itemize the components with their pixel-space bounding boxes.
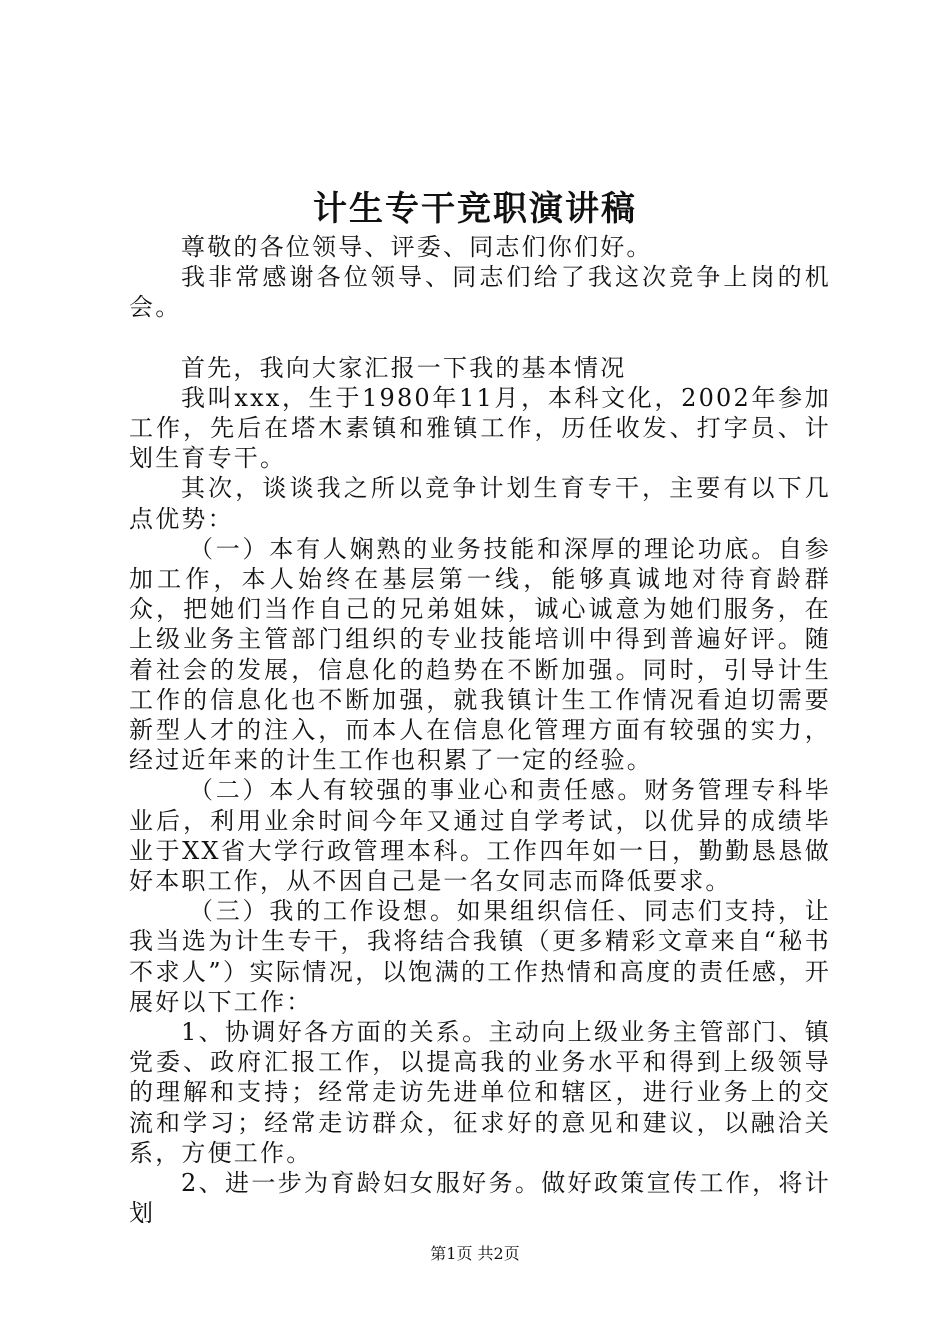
plan-item-one-paragraph: 1、协调好各方面的关系。主动向上级业务主管部门、镇党委、政府汇报工作，以提高我的业务水平和得到上级领导的理解和支持；经常走访先进单位和辖区，进行业务上的交流和学习；经常走访群众，征求好的意见和建议，以融洽关系，方便工作。 [129,1018,831,1167]
basic-info-paragraph: 我叫xxx，生于1980年11月，本科文化，2002年参加工作，先后在塔木素镇和雅镇工作，历任收发、打字员、计划生育专干。 [129,383,831,473]
intro-paragraph: 首先，我向大家汇报一下我的基本情况 [181,353,627,382]
advantages-intro-paragraph: 其次，谈谈我之所以竞争计划生育专干，主要有以下几点优势： [129,474,831,533]
document-body [129,232,831,1229]
advantage-one-paragraph: （一）本有人娴熟的业务技能和深厚的理论功底。自参加工作，本人始终在基层第一线，能够真诚地对待育龄群众，把她们当作自己的兄弟姐妹，诚心诚意为她们服务，在上级业务主管部门组织的专业技能培训中得到普遍好评。随着社会的发展，信息化的趋势在不断加强。同时，引导计生工作的信息化也不断加强，就我镇计生工作情况看迫切需要新型人才的注入，而本人在信息化管理方面有较强的实力，经过近年来的计生工作也积累了一定的经验。 [129,534,831,775]
work-plan-paragraph: （三）我的工作设想。如果组织信任、同志们支持，让我当选为计生专干，我将结合我镇（更多精彩文章来自“秘书不求人”）实际情况，以饱满的工作热情和高度的责任感，开展好以下工作： [129,897,831,1016]
plan-item-two-paragraph: 2、进一步为育龄妇女服好务。做好政策宣传工作，将计划 [129,1169,831,1228]
advantage-two-paragraph: （二）本人有较强的事业心和责任感。财务管理专科毕业后，利用业余时间今年又通过自学考试，以优异的成绩毕业于XX省大学行政管理本科。工作四年如一日，勤勤恳恳做好本职工作，从不因自己是一名女同志而降低要求。 [129,776,831,896]
page-footer: 第1页 共2页 [430,1244,520,1263]
greeting-paragraph: 尊敬的各位领导、评委、同志们你们好。 [181,233,653,261]
thanks-paragraph: 我非常感谢各位领导、同志们给了我这次竞争上岗的机会。 [129,263,831,322]
document-title: 计生专干竞职演讲稿 [313,189,637,229]
